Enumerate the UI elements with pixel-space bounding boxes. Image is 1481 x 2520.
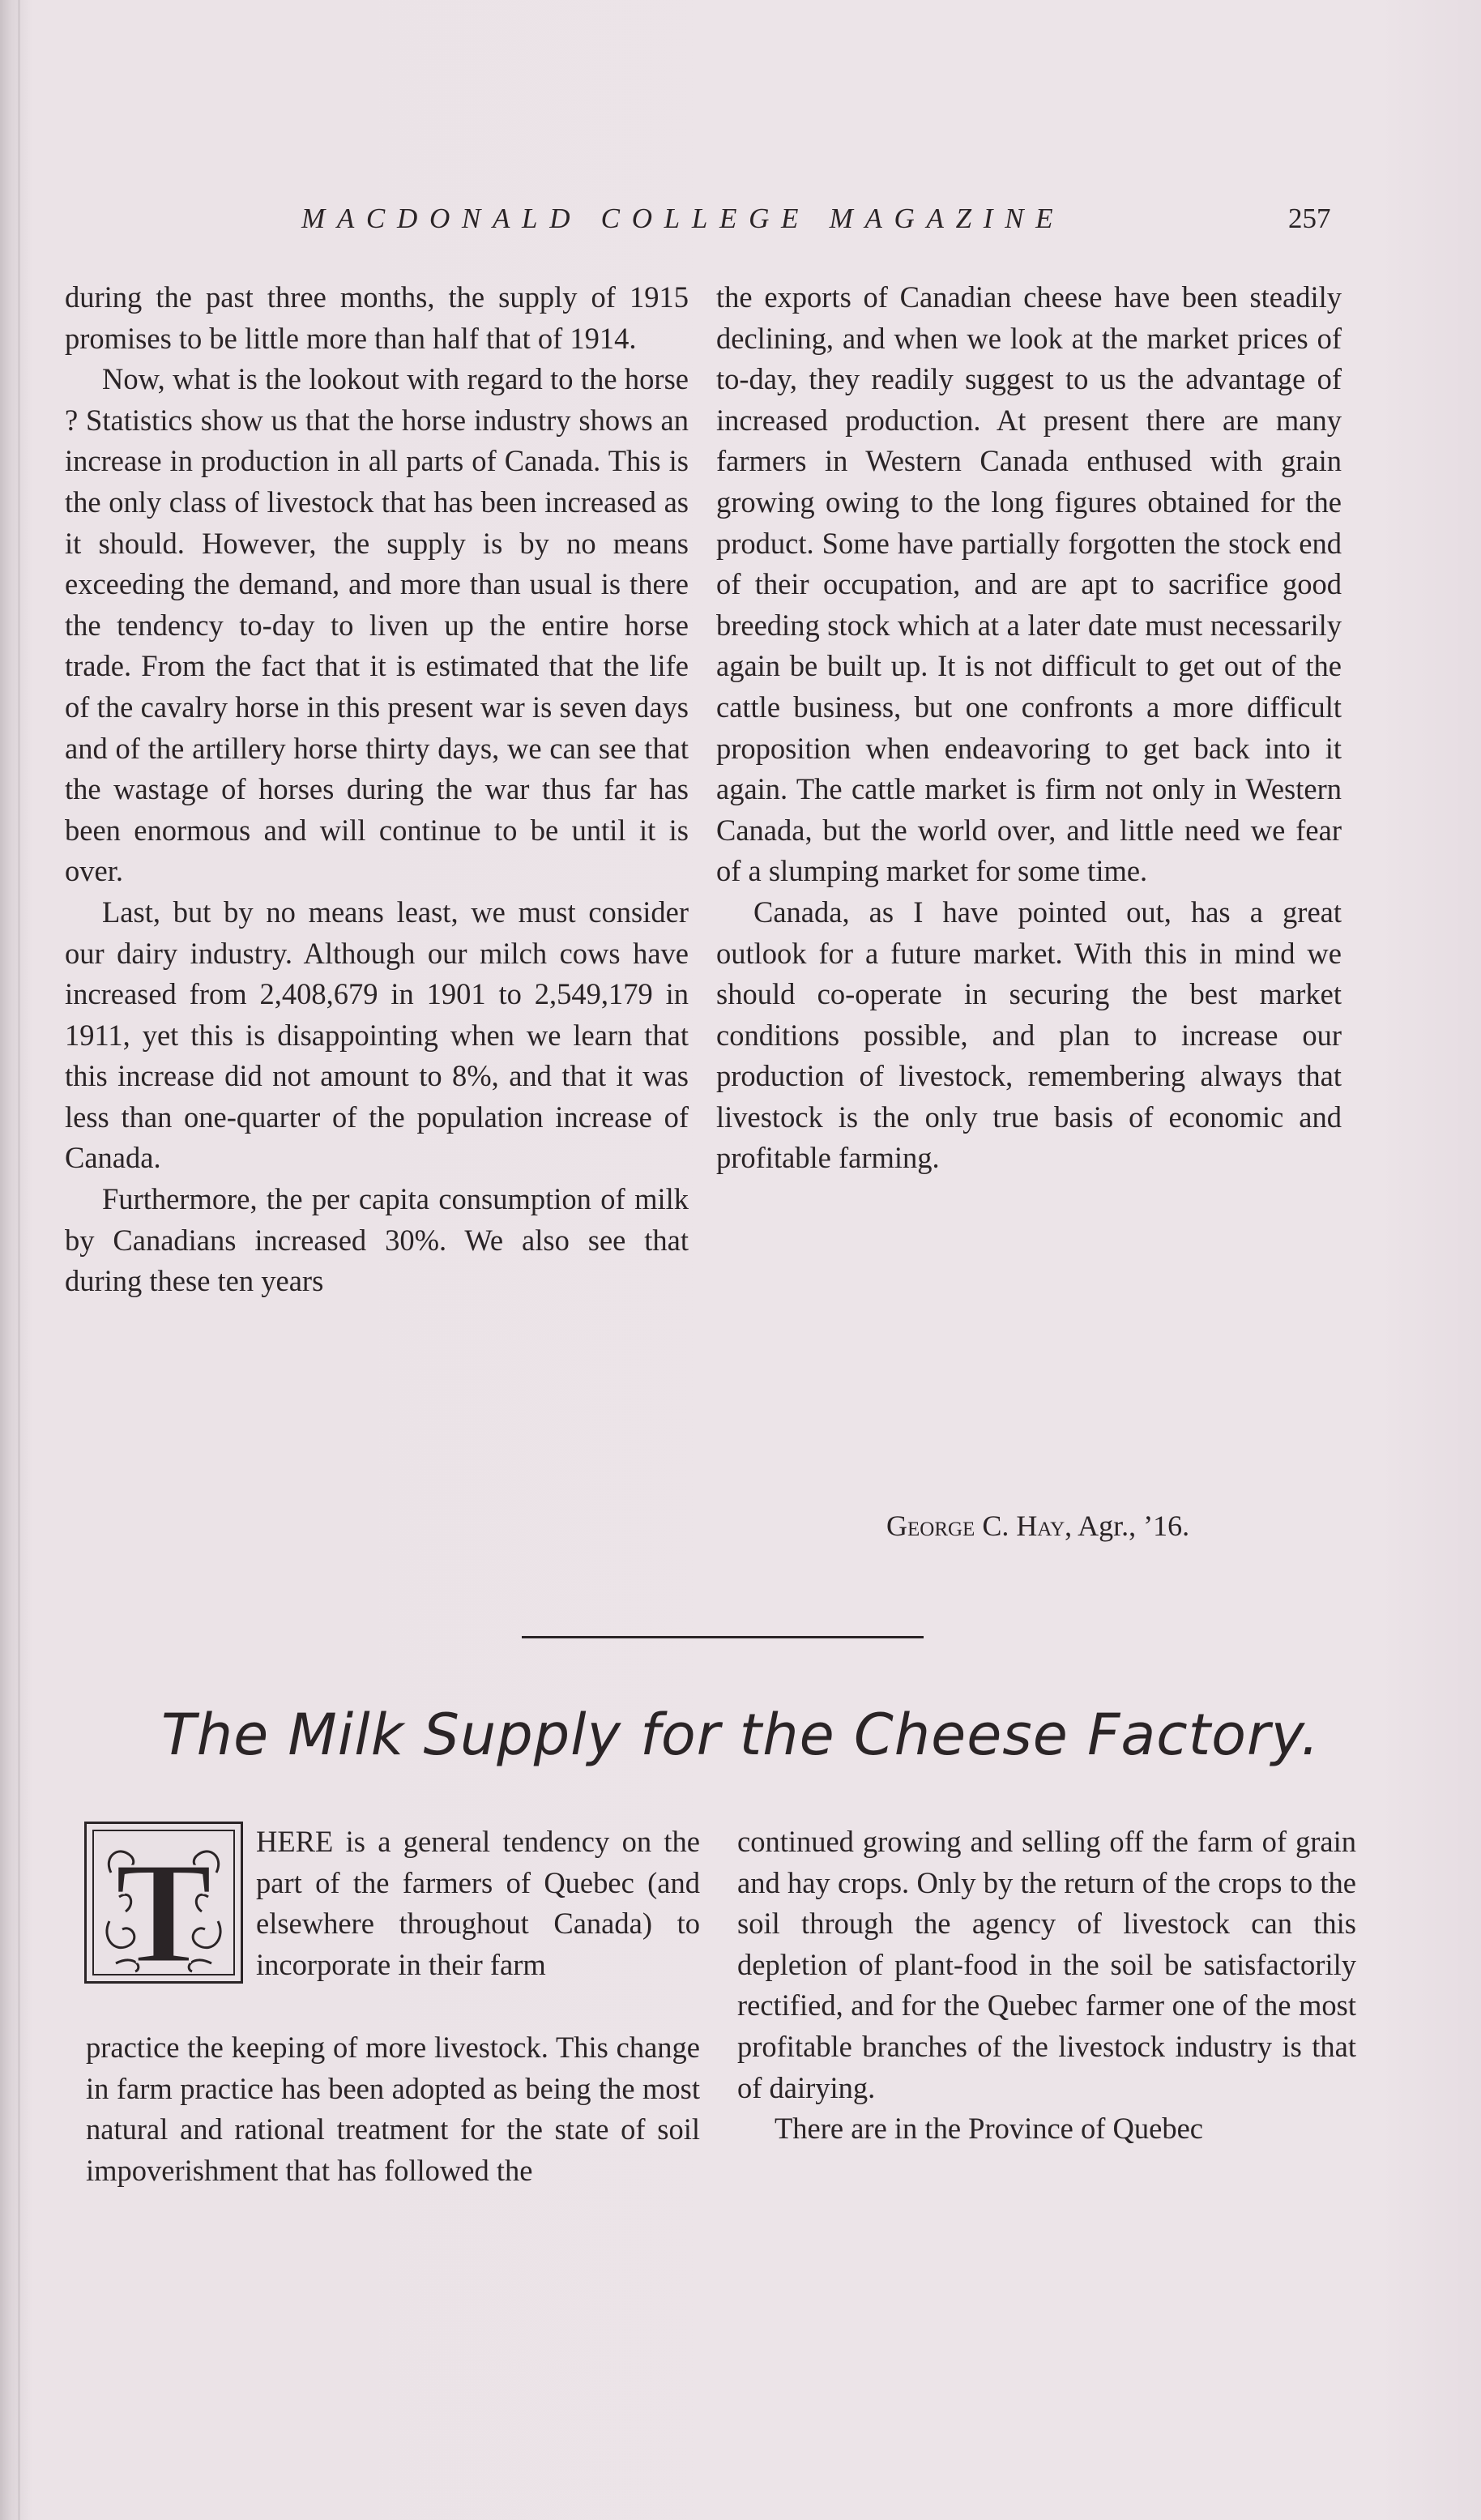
article1-paragraph: during the past three months, the supply of 1915 promises to be little more than half that of 1914. — [65, 280, 689, 355]
author-suffix: , Agr., ’16. — [1065, 1510, 1190, 1542]
author-signature — [886, 1509, 1189, 1543]
running-title: MACDONALD COLLEGE MAGAZINE — [301, 203, 1065, 234]
article-title: The Milk Supply for the Cheese Factory. — [160, 1702, 1321, 1768]
article2-paragraph: continued growing and selling off the farm of grain and hay crops. Only by the return of the crops to the soil through the agency of livestock can this depletion of plant-food in the soil be satisfactorily rectified, and for the Quebec farmer one of the most profitable branches of the livestock industry is that of dairying. — [737, 1825, 1356, 2104]
running-head — [0, 203, 1481, 243]
article2-left-column-lead — [256, 1822, 700, 1985]
article2-paragraph: practice the keeping of more livestock. This change in farm practice has been adopted as being the most natural and rational treatment for the state of soil impoverishment that has followed the — [86, 2031, 700, 2187]
article1-paragraph: Now, what is the lookout with regard to the horse ? Statistics show us that the horse industry shows an increase in production in all parts of Canada. This is the only class of livestock that has been increased as it should. However, the supply is by no means exceeding the demand, and more than usual is there the tendency to-day to liven up the entire horse trade. From the fact that it is estimated that the life of the cavalry horse in this present war is seven days and of the artillery horse thirty days, we can see that the wastage of horses during the war thus far has been enormous and will continue to be until it is over. — [65, 362, 689, 888]
article1-paragraph: Canada, as I have pointed out, has a great outlook for a future market. With this in mind we should co-operate in securing the best market conditions possible, and plan to increase our production of livestock, remembering always that livestock is the only true basis of economic and profitable farming. — [716, 895, 1342, 1175]
article1-right-column — [716, 277, 1342, 1179]
article2-paragraph: HERE is a general tendency on the part of the farmers of Quebec (and elsewhere throughout Canada) to incorporate in their farm — [256, 1825, 700, 1981]
author-name: George C. Hay — [886, 1510, 1065, 1542]
article2-left-column-rest — [86, 2027, 700, 2191]
section-divider — [522, 1636, 924, 1638]
article2-right-column — [737, 1822, 1356, 2150]
drop-cap — [84, 1822, 243, 1984]
article1-left-column — [65, 277, 689, 1302]
article1-paragraph: Last, but by no means least, we must consider our dairy industry. Although our milch cows have increased from 2,408,679 in 1901 to 2,549,179 in 1911, yet this is disappointing when we learn that this increase did not amount to 8%, and that it was less than one-quarter of the population increase of Canada. — [65, 895, 689, 1175]
drop-cap-letter: T — [114, 1832, 213, 1981]
page-edge — [18, 0, 20, 2520]
article1-paragraph: Furthermore, the per capita consumption of milk by Canadians increased 30%. We also see that during these ten years — [65, 1182, 689, 1298]
page-number: 257 — [1288, 203, 1331, 234]
article1-paragraph: the exports of Canadian cheese have been steadily declining, and when we look at the market prices of to-day, they readily suggest to us the advantage of increased production. At present there are many farmers in Western Canada enthused with grain growing owing to the long figures obtained for the product. Some have partially forgotten the stock end of their occupation, and are apt to sacrifice good breeding stock which at a later date must necessarily again be built up. It is not difficult to get out of the cattle business, but one confronts a more difficult proposition when endeavoring to get back into it again. The cattle market is firm not only in Western Canada, but the world over, and little need we fear of a slumping market for some time. — [716, 280, 1342, 888]
drop-cap-ornament-icon — [87, 1824, 241, 1981]
article2-paragraph: There are in the Province of Quebec — [775, 2112, 1204, 2146]
